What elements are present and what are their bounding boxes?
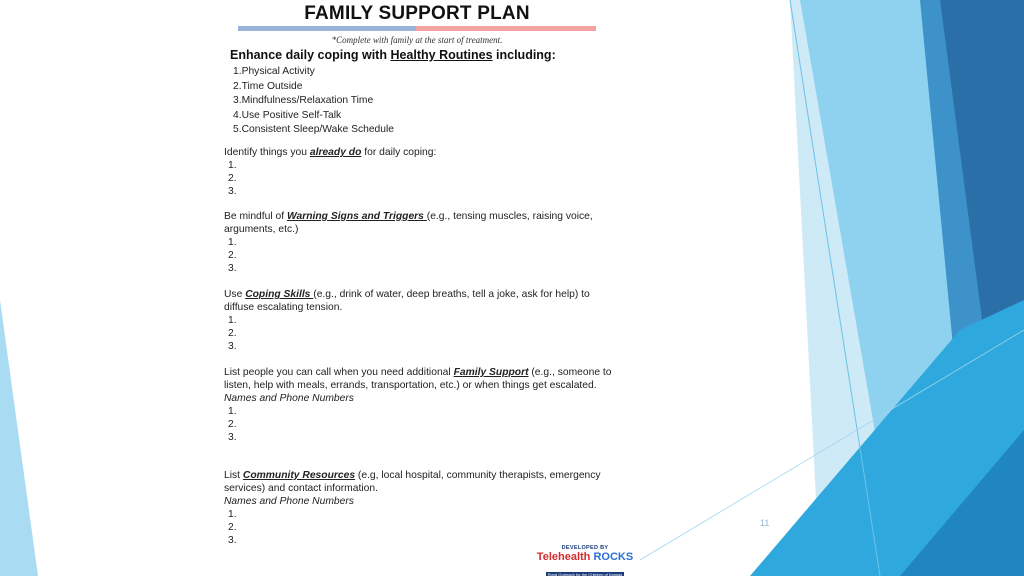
blank-entry: 1. [228, 406, 237, 417]
text: Use [224, 289, 246, 300]
section-skills-text [224, 288, 619, 314]
blank-entry: 3. [228, 263, 237, 274]
routine-item: 5.Consistent Sleep/Wake Schedule [233, 124, 395, 135]
healthy-routines-heading [230, 48, 556, 62]
text: for daily coping: [361, 147, 437, 158]
intro-healthy-routines: Healthy Routines [390, 48, 493, 62]
text: (e.g., tensing muscles, raising voice, arguments, etc.) [224, 211, 593, 235]
text: List people you can call when you need additional [224, 367, 454, 378]
blank-list [224, 508, 619, 547]
section-family-support [224, 366, 619, 444]
intro-prefix: Enhance daily coping with [230, 48, 391, 62]
text: Be mindful of [224, 211, 287, 222]
blank-entry: 1. [228, 160, 237, 171]
blank-entry: 3. [228, 432, 237, 443]
blank-entry: 3. [228, 186, 237, 197]
blank-entry: 2. [228, 522, 237, 533]
logo-brand-right: ROCKS [593, 551, 634, 563]
family-support-plan-document [194, 0, 640, 576]
section-already-do-text [224, 146, 619, 159]
blank-entry: 1. [228, 509, 237, 520]
logo-brand [534, 551, 636, 563]
routine-item: 2.Time Outside [233, 80, 303, 92]
emphasis: Coping Skills [245, 289, 314, 300]
section-already-do [224, 146, 619, 198]
document-title: FAMILY SUPPORT PLAN [304, 3, 530, 24]
names-phone-note: Names and Phone Numbers [224, 393, 354, 404]
text: List [224, 470, 243, 481]
section-support-text [224, 366, 619, 392]
text: Identify things you [224, 147, 310, 158]
blank-entry: 2. [228, 173, 237, 184]
title-rule-blue [238, 26, 416, 31]
emphasis: Warning Signs and Triggers [286, 211, 427, 222]
routine-item: 3.Mindfulness/Relaxation Time [233, 95, 374, 106]
text: (e.g., drink of water, deep breaths, tell a joke, ask for help) to diffuse escalating tension. [224, 289, 590, 313]
emphasis: Community Resources [242, 470, 356, 481]
section-community-resources [224, 469, 619, 547]
routine-item: 4.Use Positive Self-Talk [233, 109, 342, 121]
blank-entry: 3. [228, 535, 237, 546]
blank-entry: 1. [228, 237, 237, 248]
blank-entry: 2. [228, 250, 237, 261]
blank-entry: 2. [228, 419, 237, 430]
text: (e.g, local hospital, community therapists, emergency services) and contact information. [224, 470, 601, 494]
blank-list [224, 236, 619, 275]
blank-list [224, 159, 619, 198]
section-warning-text [224, 210, 619, 236]
emphasis: already do [309, 147, 362, 158]
blank-entry: 2. [228, 328, 237, 339]
routine-item: 1.Physical Activity [233, 66, 315, 77]
routines-list [233, 65, 394, 138]
document-subtitle: *Complete with family at the start of treatment. [331, 35, 503, 45]
blank-list [224, 405, 619, 444]
telehealth-rocks-logo [534, 545, 636, 576]
section-resources-text [224, 469, 619, 495]
blank-list [224, 314, 619, 353]
text: (e.g., someone to listen, help with meals, errands, transportation, etc.) or when things get escalated. [224, 367, 612, 391]
intro-suffix: including: [492, 48, 556, 62]
slide-number: 11 [760, 518, 770, 528]
logo-brand-left: Telehealth [536, 551, 594, 563]
names-phone-note: Names and Phone Numbers [224, 496, 354, 507]
section-coping-skills [224, 288, 619, 353]
left-light-triangle [0, 300, 38, 576]
blank-entry: 3. [228, 341, 237, 352]
emphasis: Family Support [453, 367, 529, 378]
logo-tagline: Rural Outreach for the Children of Kansas [547, 572, 623, 576]
blank-entry: 1. [228, 315, 237, 326]
logo-developed-by: DEVELOPED BY [561, 545, 609, 551]
section-warning-signs [224, 210, 619, 275]
title-rule-red [416, 26, 596, 31]
